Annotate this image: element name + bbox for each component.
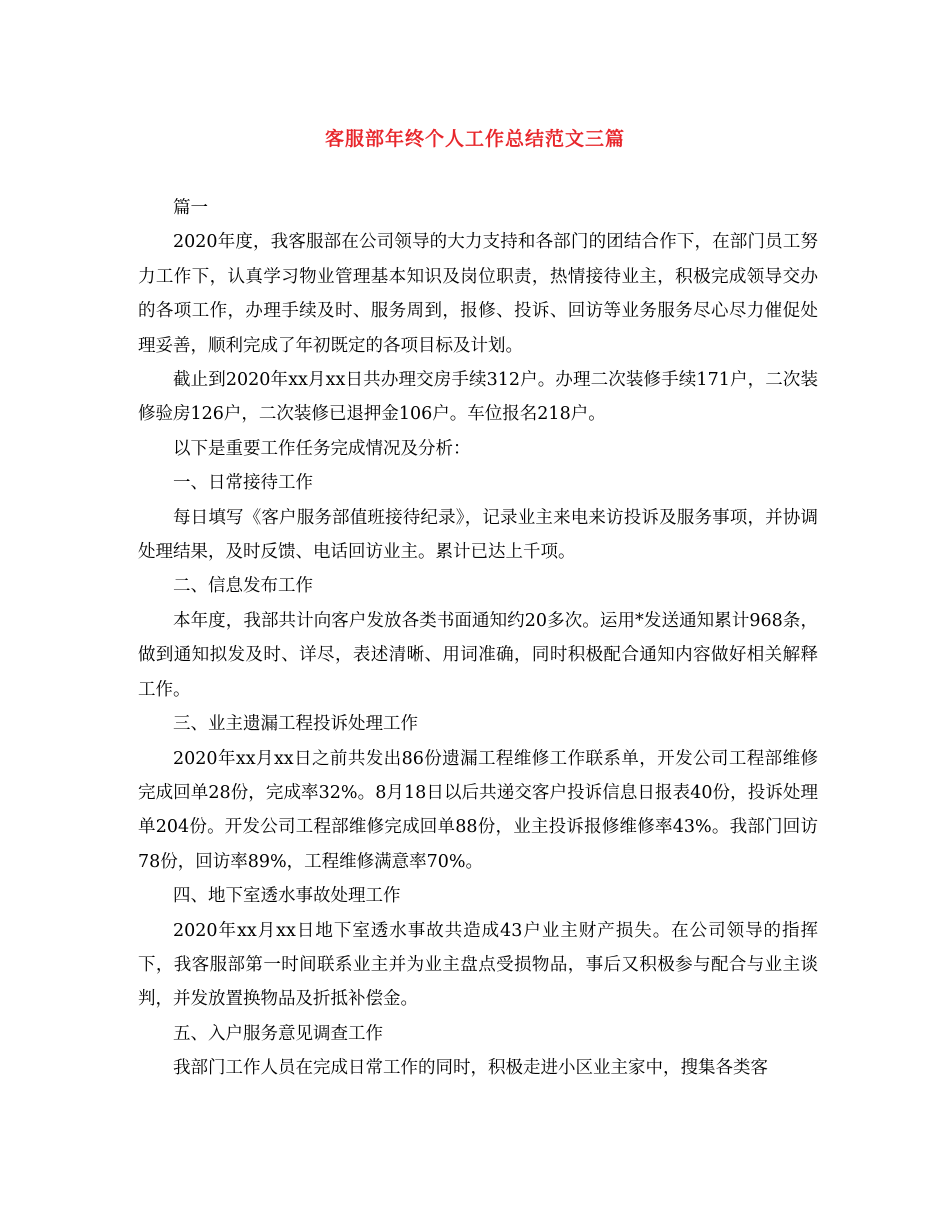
heading-complaint-handling: 三、业主遗漏工程投诉处理工作 [173,714,418,735]
heading-home-survey: 五、入户服务意见调查工作 [173,1023,383,1044]
paragraph-daily-reception: 每日填写《客户服务部值班接待纪录》，记录业主来电来访投诉及服务事项，并协调处理结果，及时反馈、电话回访业主。累计已达上千项。 [138,507,818,563]
heading-basement-flooding: 四、地下室透水事故处理工作 [173,886,401,907]
document-title: 客服部年终个人工作总结范文三篇 [324,128,625,150]
paragraph-overview: 2020年度，我客服部在公司领导的大力支持和各部门的团结合作下，在部门员工努力工作下，认真学习物业管理基本知识及岗位职责，热情接待业主，积极完成领导交办的各项工作，办理手续及时、服务周到，报修、投诉、回访等业务服务尽心尽力催促处理妥善，顺利完成了年初既定的各项目标及计划。 [138,232,818,356]
paragraph-information-release: 本年度，我部共计向客户发放各类书面通知约20多次。运用*发送通知累计968条，做到通知拟发及时、详尽，表述清晰、用词准确，同时积极配合通知内容做好相关解释工作。 [138,610,818,700]
section-heading-part-one: 篇一 [173,198,208,218]
paragraph-intro-analysis: 以下是重要工作任务完成情况及分析： [173,438,471,459]
heading-information-release: 二、信息发布工作 [173,576,313,597]
paragraph-basement-flooding: 2020年xx月xx日地下室透水事故共造成43户业主财产损失。在公司领导的指挥下，我客服部第一时间联系业主并为业主盘点受损物品，事后又积极参与配合与业主谈判，并发放置换物品及折抵补偿金。 [138,920,818,1010]
paragraph-complaint-handling: 2020年xx月xx日之前共发出86份遗漏工程维修工作联系单，开发公司工程部维修完成回单28份，完成率32%。8月18日以后共递交客户投诉信息日报表40份，投诉处理单204份。开发公司工程部维修完成回单88份，业主投诉报修维修率43%。我部门回访78份，回访率89%，工程维修满意率70%。 [138,748,818,872]
heading-daily-reception: 一、日常接待工作 [173,473,313,494]
document-body [138,191,818,1086]
paragraph-home-survey: 我部门工作人员在完成日常工作的同时，积极走进小区业主家中，搜集各类客 [173,1058,768,1079]
paragraph-statistics: 截止到2020年xx月xx日共办理交房手续312户。办理二次装修手续171户，二次装修验房126户，二次装修已退押金106户。车位报名218户。 [138,370,818,425]
